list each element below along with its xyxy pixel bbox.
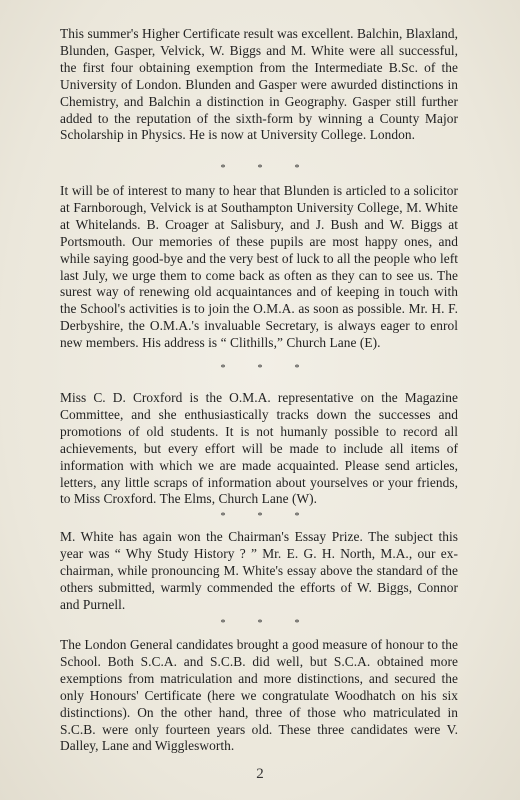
paragraph-old-pupils: It will be of interest to many to hear that Blunden is articled to a solicitor at Farnborough, Velvick is at Southampton University College, M. White at Whitelands. B. Croager at Salisbury, and J. Bush and W. Biggs at Portsmouth. Our memories of these pupils are most happy ones, and while saying good-bye and the very best of luck to all the people who left last July, we urge them to come back as often as they can to see us. The surest way of renewing old acquaintances and of keeping in touch with the School's activities is to join the O.M.A. as soon as possible. Mr. H. F. Derbyshire, the O.M.A.'s invaluable Secretary, is always eager to enrol new members. His address is “ Clithills,” Church Lane (E). bbox=[60, 183, 458, 351]
separator-star: * bbox=[220, 363, 226, 374]
separator-star: * bbox=[220, 618, 226, 629]
paragraph-essay-prize: M. White has again won the Chairman's Essay Prize. The subject this year was “ Why Study History ? ” Mr. E. G. H. North, M.A., our ex-chairman, while pronouncing M. White's essay above the standard of the others submitted, warmly commended the efforts of W. Biggs, Connor and Purnell. bbox=[60, 529, 458, 612]
separator-star: * bbox=[257, 163, 263, 174]
separator-star: * bbox=[257, 363, 263, 374]
paragraph-oma-representative: Miss C. D. Croxford is the O.M.A. representative on the Magazine Committee, and she enthusiastically tracks down the successes and promotions of old students. It is not humanly possible to record all achievements, but every effort will be made to include all items of information with which we are made acquainted. Please send articles, letters, any little scraps of information about yourselves or your friends, to Miss Croxford. The Elms, Church Lane (W). bbox=[60, 390, 458, 507]
separator-star: * bbox=[294, 618, 300, 629]
separator-star: * bbox=[294, 163, 300, 174]
separator-star: * bbox=[220, 163, 226, 174]
separator-star: * bbox=[294, 363, 300, 374]
section-separator bbox=[0, 164, 520, 174]
section-separator bbox=[0, 364, 520, 374]
paragraph-higher-certificate: This summer's Higher Certificate result was excellent. Balchin, Blaxland, Blunden, Gasper, Velvick, W. Biggs and M. White were all successful, the first four obtaining exemption from the Intermediate B.Sc. of the University of London. Blunden and Gasper were awurded distinctions in Chemistry, and Balchin a distinction in Geography. Gasper still further added to the reputation of the sixth-form by winning a County Major Scholarship in Physics. He is now at University College. London. bbox=[60, 26, 458, 143]
separator-star: * bbox=[257, 511, 263, 522]
separator-star: * bbox=[257, 618, 263, 629]
separator-star: * bbox=[220, 511, 226, 522]
page-number: 2 bbox=[256, 766, 264, 782]
section-separator bbox=[0, 619, 520, 629]
paragraph-london-general: The London General candidates brought a good measure of honour to the School. Both S.C.A. and S.C.B. did well, but S.C.A. obtained more exemptions from matriculation and more distinctions, and secured the only Honours' Certificate (here we congratulate Woodhatch on his six distinctions). On the other hand, three of those who matriculated in S.C.B. were only fourteen years old. These three candidates were V. Dalley, Lane and Wigglesworth. bbox=[60, 637, 458, 754]
section-separator bbox=[0, 512, 520, 522]
separator-star: * bbox=[294, 511, 300, 522]
